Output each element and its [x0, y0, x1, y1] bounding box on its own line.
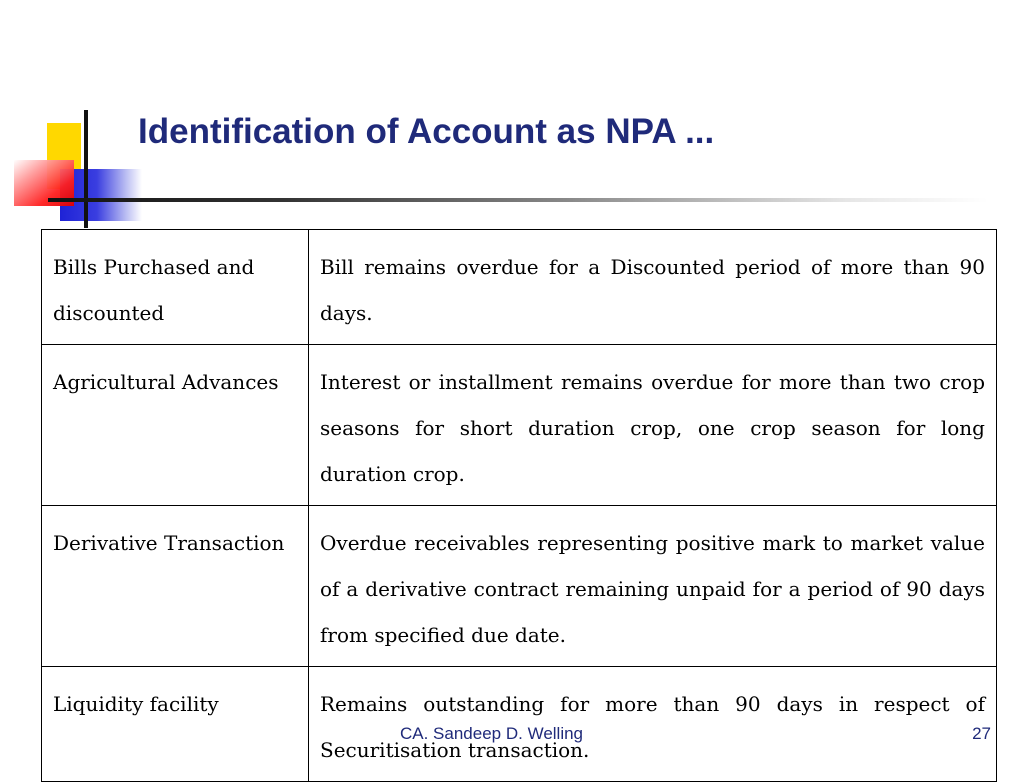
category-cell: Bills Purchased and discounted	[42, 230, 309, 345]
criterion-cell: Overdue receivables representing positive mark to market value of a derivative contract remaining unpaid for a period of 90 days from specified due date.	[309, 506, 997, 667]
footer-author: CA. Sandeep D. Welling	[400, 724, 584, 743]
npa-criteria-table	[41, 229, 997, 782]
criterion-cell: Bill remains overdue for a Discounted period of more than 90 days.	[309, 230, 997, 345]
page-number: 27	[972, 724, 991, 743]
category-cell: Liquidity facility	[42, 667, 309, 782]
category-cell: Agricultural Advances	[42, 345, 309, 506]
title-underline	[48, 198, 988, 202]
table-row	[42, 506, 997, 667]
criterion-cell: Remains outstanding for more than 90 days in respect of Securitisation transaction.	[309, 667, 997, 782]
page-title: Identification of Account as NPA ...	[138, 112, 715, 151]
table-row	[42, 230, 997, 345]
logo-decoration-vertical-line	[84, 110, 88, 228]
criterion-cell: Interest or installment remains overdue for more than two crop seasons for short duration crop, one crop season for long duration crop.	[309, 345, 997, 506]
table-row	[42, 345, 997, 506]
category-cell: Derivative Transaction	[42, 506, 309, 667]
